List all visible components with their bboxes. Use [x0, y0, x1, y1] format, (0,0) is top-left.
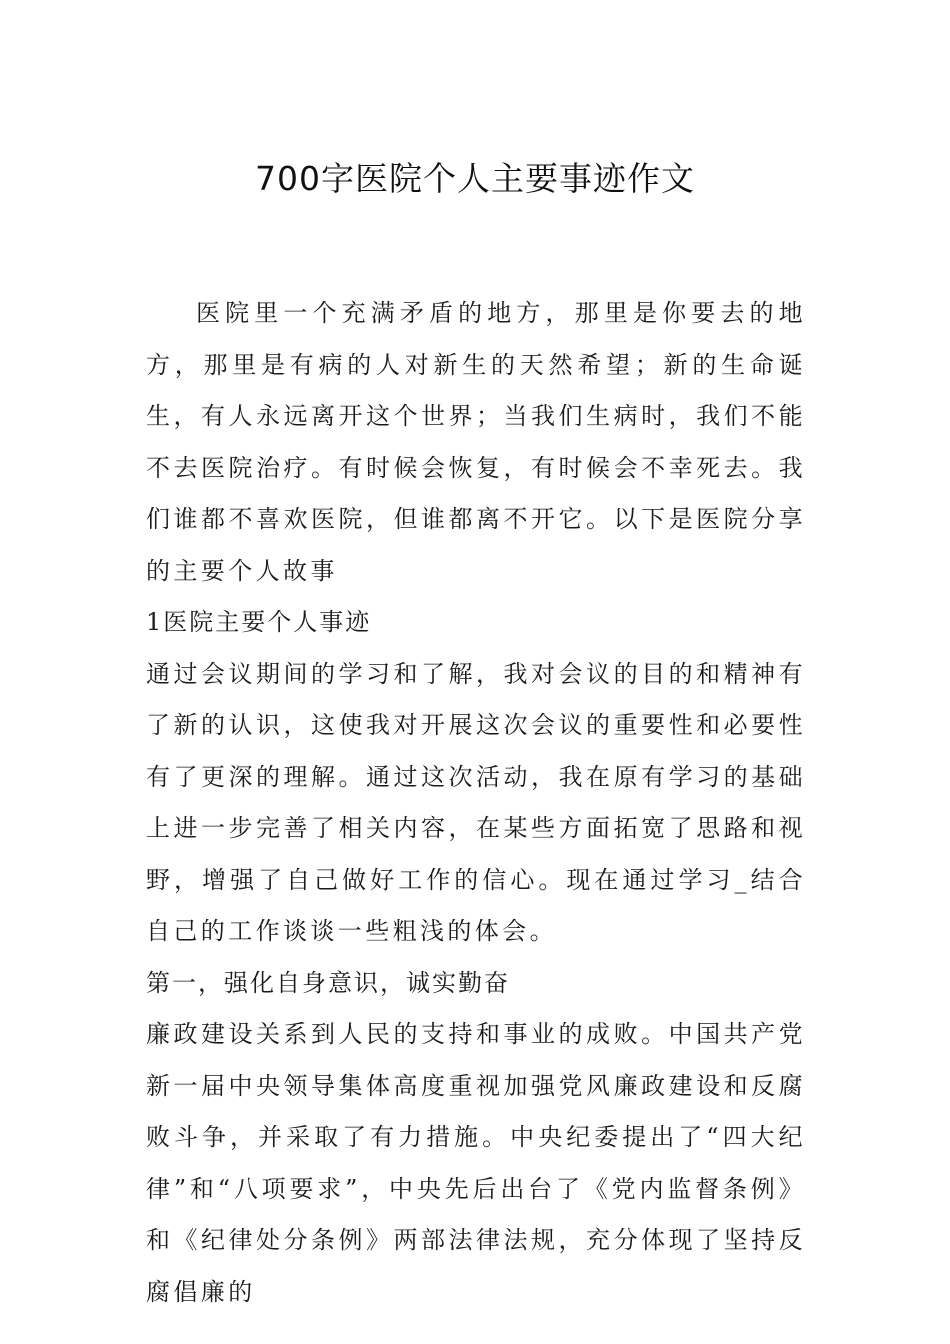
- section-heading: 1医院主要个人事迹: [146, 608, 372, 636]
- document-body: [146, 288, 806, 1318]
- document-title: 700字医院个人主要事迹作文: [255, 159, 695, 198]
- intro-paragraph: 医院里一个充满矛盾的地方，那里是你要去的地方，那里是有病的人对新生的天然希望；新的生命诞生，有人永远离开这个世界；当我们生病时，我们不能不去医院治疗。有时候会恢复，有时候会不幸死去。我们谁都不喜欢医院，但谁都离不开它。以下是医院分享的主要个人故事: [146, 299, 806, 585]
- body-paragraph: 通过会议期间的学习和了解，我对会议的目的和精神有了新的认识，这使我对开展这次会议的重要性和必要性有了更深的理解。通过这次活动，我在原有学习的基础上进一步完善了相关内容，在某些方面拓宽了思路和视野，增强了自己做好工作的信心。现在通过学习_结合自己的工作谈谈一些粗浅的体会。: [146, 659, 806, 945]
- subsection-heading: 第一，强化自身意识，诚实勤奋: [146, 968, 510, 997]
- body-paragraph: 廉政建设关系到人民的支持和事业的成败。中国共产党新一届中央领导集体高度重视加强党风廉政建设和反腐败斗争，并采取了有力措施。中央纪委提出了“四大纪律”和“八项要求”，中央先后出台了《党内监督条例》和《纪律处分条例》两部法律法规，充分体现了坚持反腐倡廉的: [146, 1020, 806, 1306]
